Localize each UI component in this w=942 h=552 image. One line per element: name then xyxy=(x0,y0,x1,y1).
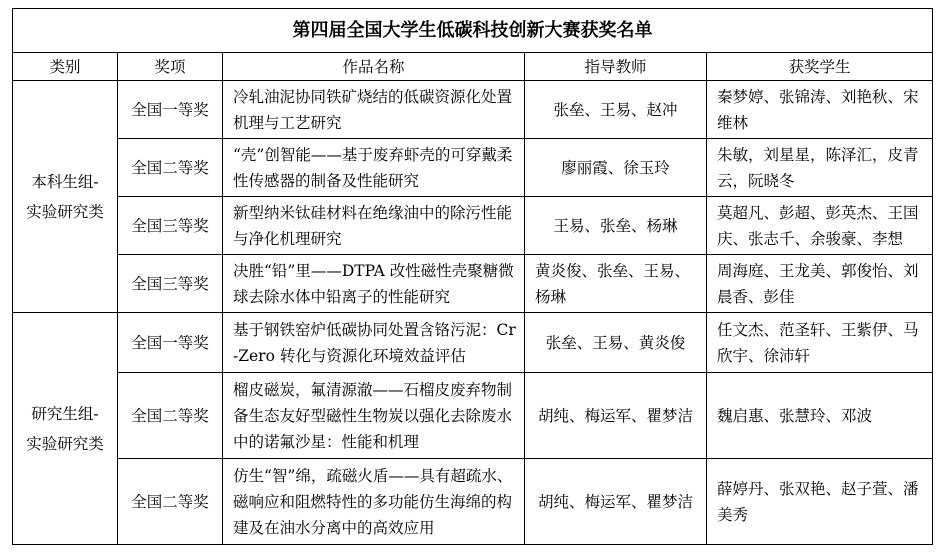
award-list-table xyxy=(12,8,933,545)
table-row xyxy=(13,139,933,197)
table-row xyxy=(13,197,933,255)
award-cell: 全国二等奖 xyxy=(118,139,223,197)
category-cell xyxy=(13,313,118,545)
award-cell: 全国二等奖 xyxy=(118,459,223,545)
students-cell: 朱敏，刘星星，陈泽汇，皮青云，阮晓冬 xyxy=(707,139,933,197)
students-cell: 魏启惠、张慧玲、邓波 xyxy=(707,373,933,459)
award-cell: 全国三等奖 xyxy=(118,255,223,313)
table-row xyxy=(13,459,933,545)
teacher-cell: 张垒、王易、赵冲 xyxy=(525,81,707,139)
header-students: 获奖学生 xyxy=(707,53,933,81)
header-award: 奖项 xyxy=(118,53,223,81)
work-cell: 基于钢铁窑炉低碳协同处置含铬污泥：Cr -Zero 转化与资源化环境效益评估 xyxy=(223,313,525,373)
students-cell: 周海庭、王龙美、郭俊怡、刘晨香、彭佳 xyxy=(707,255,933,313)
work-cell: 冷轧油泥协同铁矿烧结的低碳资源化处置机理与工艺研究 xyxy=(223,81,525,139)
work-cell: 榴皮磁炭，氟清源澈——石榴皮废弃物制备生态友好型磁性生物炭以强化去除废水中的诺氟沙星：性能和机理 xyxy=(223,373,525,459)
students-cell: 莫超凡、彭超、彭英杰、王国庆、张志千、余骏豪、李想 xyxy=(707,197,933,255)
students-cell: 任文杰、范圣轩、王紫伊、马欣宇、徐沛轩 xyxy=(707,313,933,373)
award-cell: 全国一等奖 xyxy=(118,313,223,373)
award-cell: 全国一等奖 xyxy=(118,81,223,139)
table-row xyxy=(13,81,933,139)
table-title: 第四届全国大学生低碳科技创新大赛获奖名单 xyxy=(13,9,933,53)
teacher-cell: 黄炎俊、张垒、王易、杨琳 xyxy=(525,255,707,313)
category-line1: 本科生组- xyxy=(31,172,99,191)
header-category: 类别 xyxy=(13,53,118,81)
work-cell: “壳”创智能——基于废弃虾壳的可穿戴柔性传感器的制备及性能研究 xyxy=(223,139,525,197)
table-row xyxy=(13,373,933,459)
award-cell: 全国三等奖 xyxy=(118,197,223,255)
teacher-cell: 廖丽霞、徐玉玲 xyxy=(525,139,707,197)
category-line1: 研究生组- xyxy=(31,404,99,423)
table-row xyxy=(13,313,933,373)
category-line2: 实验研究类 xyxy=(26,202,104,221)
work-cell: 仿生“智”绵，疏磁火盾——具有超疏水、磁响应和阻燃特性的多功能仿生海绵的构建及在油水分离中的高效应用 xyxy=(223,459,525,545)
work-cell: 决胜“铅”里——DTPA 改性磁性壳聚糖微球去除水体中铅离子的性能研究 xyxy=(223,255,525,313)
header-teacher: 指导教师 xyxy=(525,53,707,81)
work-cell: 新型纳米钛硅材料在绝缘油中的除污性能与净化机理研究 xyxy=(223,197,525,255)
header-work: 作品名称 xyxy=(223,53,525,81)
teacher-cell: 王易、张垒、杨琳 xyxy=(525,197,707,255)
students-cell: 薛婷丹、张双艳、赵子萱、潘美秀 xyxy=(707,459,933,545)
teacher-cell: 张垒、王易、黄炎俊 xyxy=(525,313,707,373)
students-cell: 秦梦婷、张锦涛、刘艳秋、宋维林 xyxy=(707,81,933,139)
table-row xyxy=(13,255,933,313)
title-row xyxy=(13,9,933,53)
teacher-cell: 胡纯、梅运军、瞿梦洁 xyxy=(525,459,707,545)
teacher-cell: 胡纯、梅运军、瞿梦洁 xyxy=(525,373,707,459)
award-cell: 全国二等奖 xyxy=(118,373,223,459)
header-row xyxy=(13,53,933,81)
category-line2: 实验研究类 xyxy=(26,434,104,453)
category-cell xyxy=(13,81,118,313)
